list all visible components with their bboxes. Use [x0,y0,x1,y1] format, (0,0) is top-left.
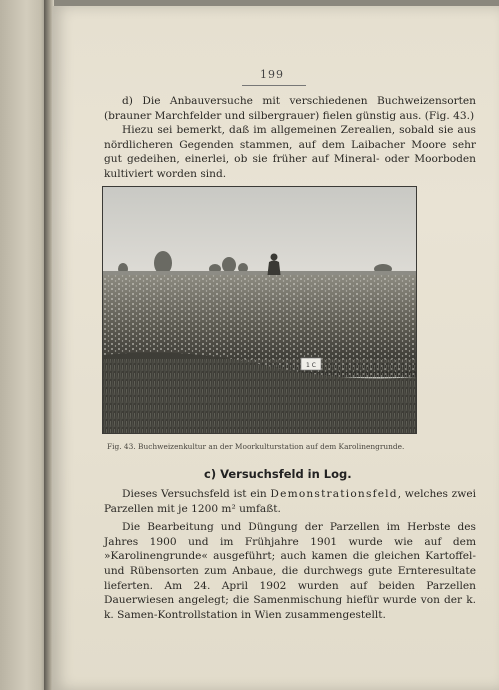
versuchsfeld-spaced-term: Demonstrationsfeld [270,488,398,500]
page-number-rule [242,85,306,86]
paragraph-versuchsfeld [104,487,476,516]
versuchsfeld-text-after: , welches zwei Parzellen mit je 1200 m² umfaßt. [104,488,476,515]
figure-caption: Fig. 43. Buchweizenkultur an der Moorkulturstation auf dem Karolinengrunde. [107,442,405,451]
section-body [104,487,476,622]
paragraph-hiezu: Hiezu sei bemerkt, daß im allgemeinen Zerealien, sobald sie aus nördlicheren Gegenden stammen, auf dem Laibacher Moore sehr gut gedeihen, einerlei, ob sie früher auf Mineral- oder Moorboden kultiviert worden sind. [104,124,476,180]
versuchsfeld-text-before: Dieses Versuchsfeld ist ein [122,488,271,500]
paragraph-buchweizen [104,94,476,182]
photo-image [103,187,416,433]
plot-sign-label: 1 C [306,362,316,369]
paragraph-bearbeitung: Die Bearbeitung und Düngung der Parzellen im Herbste des Jahres 1900 und im Frühjahre 1901 wurde wie auf dem »Karolinengrunde« ausgeführt; auch kamen die gleichen Kartoffel- und Rübensorten zum Anbaue, die durchwegs gute Ernteresultate lieferten. Am 24. April 1902 wurden auf beiden Parzellen Dauerwiesen angelegt; die Samenmischung hiefür wurde von der k. k. Samen-Kontrollstation in Wien zusammengestellt. [104,521,476,621]
paragraph-d: d) Die Anbauversuche mit verschiedenen Buchweizensorten (brauner Marchfelder und silbergrauer) fielen günstig aus. (Fig. 43.) [104,95,476,122]
page-number: 199 [260,68,284,81]
section-heading: c) Versuchsfeld in Log. [204,467,352,481]
facing-page-edge [0,0,48,690]
plot-sign [301,358,321,370]
figure-photo-buckwheat-field [102,186,417,434]
book-page [52,6,499,690]
